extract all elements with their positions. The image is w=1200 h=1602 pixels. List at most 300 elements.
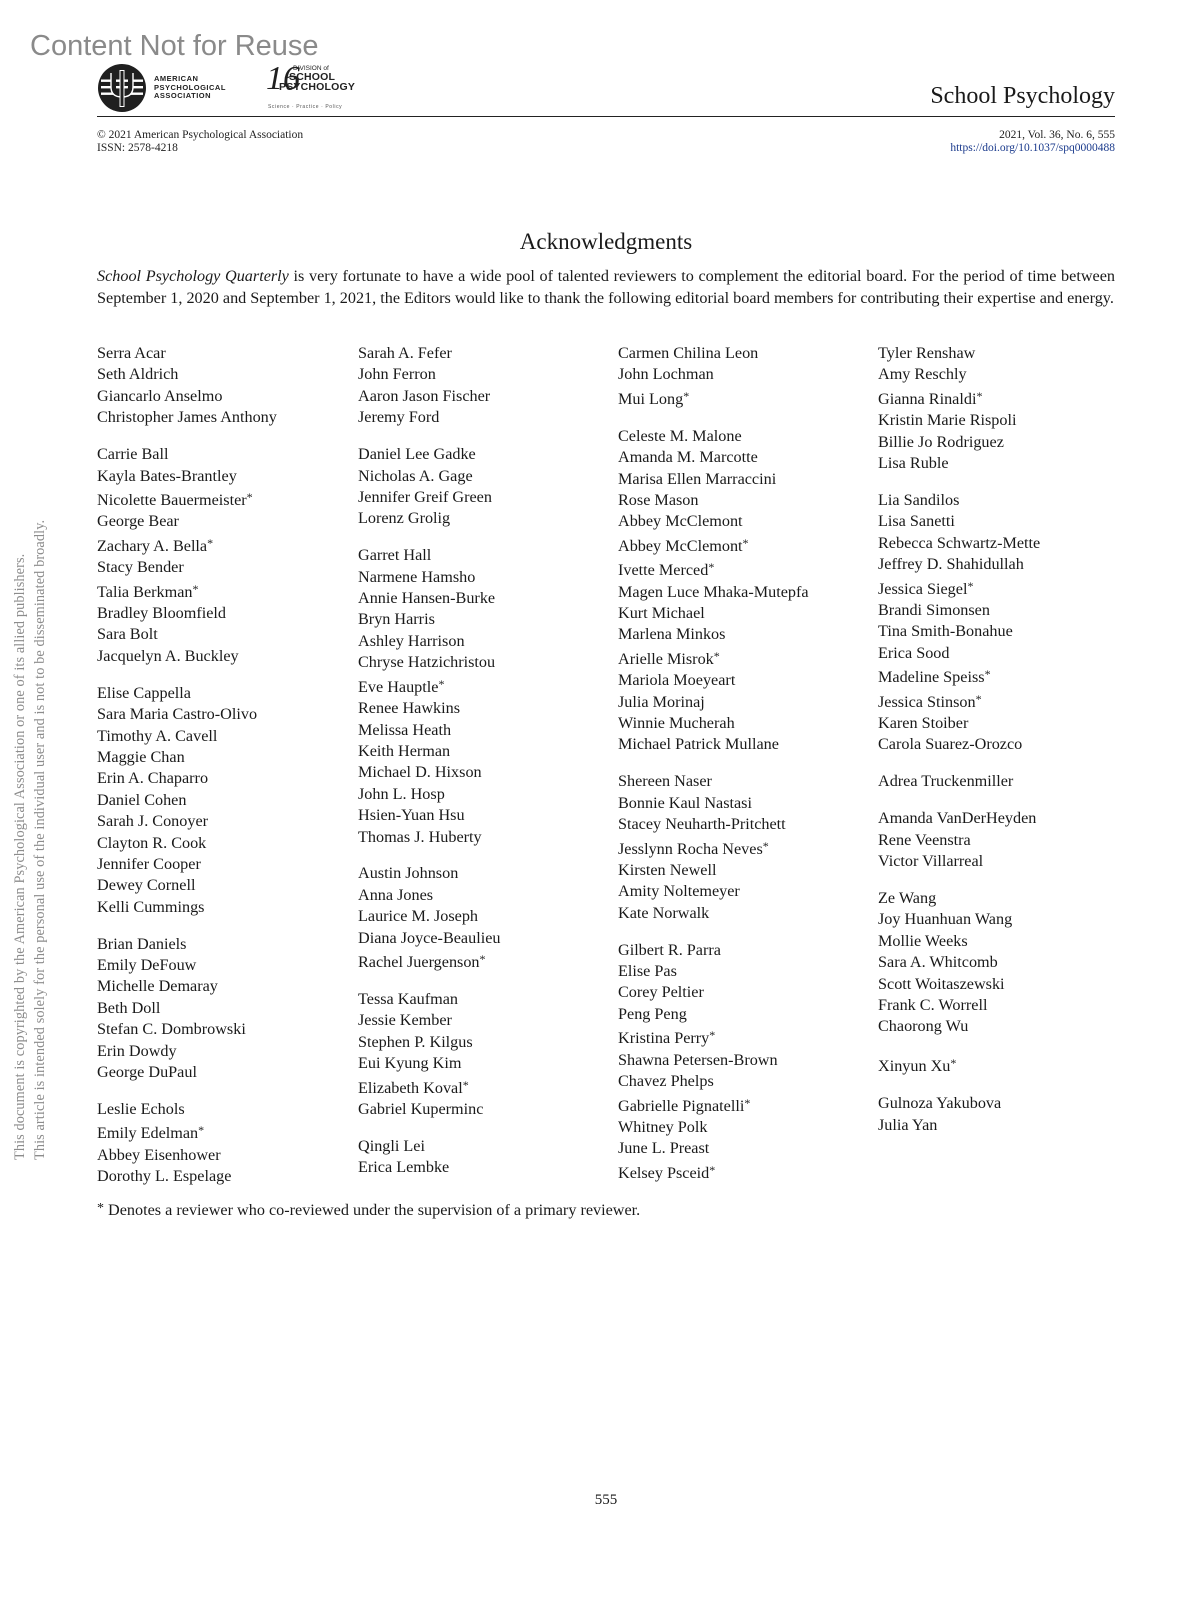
- reviewer-name: [358, 698, 608, 719]
- reviewer-name: [878, 808, 1064, 829]
- division-logo-text: [279, 64, 355, 92]
- reviewer-name: [358, 508, 608, 529]
- reviewer-name-text: Chryse Hatzichristou: [358, 653, 496, 672]
- reviewer-name: [878, 600, 1128, 621]
- division-logo-line2: SCHOOL: [289, 71, 336, 84]
- publication-meta-right: [950, 129, 1115, 155]
- reviewer-name-text: Keith Herman: [358, 741, 451, 760]
- apa-logo-line: PSYCHOLOGICAL: [154, 82, 226, 92]
- reviewer-name: [358, 805, 608, 826]
- reviewer-name: [97, 833, 347, 854]
- reviewer-name: [878, 1115, 1128, 1136]
- reviewer-name: [97, 646, 347, 667]
- reviewer-name-text: Kelsey Psceid: [618, 1163, 710, 1182]
- reviewer-name: [878, 511, 1128, 532]
- content-watermark: Content Not for Reuse: [30, 30, 319, 62]
- reviewer-name-text: Lisa Ruble: [878, 454, 949, 473]
- reviewer-name: [358, 364, 608, 385]
- reviewer-name-text: Elizabeth Koval: [358, 1078, 463, 1097]
- reviewer-name: [618, 646, 868, 670]
- reviewer-name-text: Michael D. Hixson: [358, 763, 482, 782]
- reviewer-name: [358, 407, 608, 428]
- co-reviewer-star: *: [742, 535, 749, 550]
- intro-text: is very fortunate to have a wide pool of talented reviewers to complement the editorial board. For the period of time between September 1, 2020 and September 1, 2021, the Editors would like to thank the following editorial board members for contributing their expertise and energy.: [97, 267, 1115, 307]
- reviewer-name: [618, 793, 868, 814]
- reviewer-name: [618, 734, 868, 755]
- reviewer-name-text: Jacquelyn A. Buckley: [97, 646, 239, 665]
- reviewer-group: [97, 1099, 347, 1188]
- reviewer-name: [97, 934, 347, 955]
- reviewer-name: [358, 609, 608, 630]
- reviewer-name: [358, 652, 608, 673]
- reviewer-name-text: Kristina Perry: [618, 1029, 710, 1048]
- reviewer-name: [878, 621, 1128, 642]
- footnote-text: Denotes a reviewer who co-reviewed under the supervision of a primary reviewer.: [104, 1201, 641, 1219]
- reviewer-name-text: Sarah A. Fefer: [358, 344, 452, 362]
- reviewer-name: [358, 989, 608, 1010]
- co-reviewer-star: *: [479, 952, 486, 967]
- reviewer-name: [97, 364, 347, 385]
- reviewer-name-text: Stephen P. Kilgus: [358, 1032, 473, 1051]
- reviewer-name-text: Dewey Cornell: [97, 876, 196, 895]
- reviewer-group: [878, 1093, 1128, 1136]
- footnote-symbol: *: [97, 1201, 104, 1216]
- reviewer-name-text: Rose Mason: [618, 490, 699, 509]
- reviewer-name: [358, 720, 608, 741]
- reviewer-name: [618, 881, 868, 902]
- reviewer-name-text: Gulnoza Yakubova: [878, 1094, 1002, 1113]
- reviewer-name: [878, 643, 1128, 664]
- reviewer-group: [878, 888, 1128, 1038]
- reviewer-name-text: Austin Johnson: [358, 864, 459, 883]
- reviewer-name: [97, 1099, 347, 1120]
- reviewer-name-text: Jennifer Greif Green: [358, 487, 492, 506]
- division-number: 16: [266, 61, 300, 93]
- reviewer-name: [878, 952, 1128, 973]
- reviewer-name-text: Adrea Truckenmiller: [878, 772, 1014, 791]
- reviewer-name: [618, 1050, 868, 1071]
- reviewer-name-text: Rebecca Schwartz-Mette: [878, 533, 1041, 552]
- co-reviewer-star: *: [709, 1028, 716, 1043]
- reviewer-name: [97, 704, 347, 725]
- side-notice-line-1: This document is copyrighted by the American Psychological Association or one of its allied publishers.: [12, 553, 28, 1160]
- reviewer-name: [878, 533, 1064, 554]
- reviewer-name-text: Lisa Sanetti: [878, 512, 955, 531]
- reviewer-name: [618, 1138, 868, 1159]
- reviewer-name-text: Seth Aldrich: [97, 365, 179, 384]
- reviewer-name: [358, 906, 608, 927]
- reviewer-name: [97, 386, 347, 407]
- reviewer-name-text: Lia Sandilos: [878, 490, 960, 509]
- reviewer-name: [97, 875, 347, 896]
- reviewer-name-text: Mariola Moeyeart: [618, 671, 736, 690]
- reviewer-name-text: Kayla Bates-Brantley: [97, 466, 237, 485]
- reviewer-name-text: Mui Long: [618, 389, 684, 408]
- co-reviewer-star: *: [246, 489, 253, 504]
- co-reviewer-star: *: [683, 388, 690, 403]
- reviewer-name-text: Stacy Bender: [97, 558, 184, 577]
- reviewer-name: [618, 533, 868, 557]
- reviewer-name: [618, 836, 868, 860]
- reviewer-name-text: Clayton R. Cook: [97, 833, 207, 852]
- reviewer-name-text: Chaorong Wu: [878, 1017, 969, 1036]
- reviewer-name: [878, 386, 1128, 410]
- reviewer-name-text: Erin A. Chaparro: [97, 769, 209, 788]
- reviewer-name-text: Maggie Chan: [97, 747, 185, 766]
- reviewer-name: [97, 533, 347, 557]
- reviewer-name: [618, 364, 868, 385]
- reviewer-group: [618, 343, 868, 410]
- reviewer-name: [878, 410, 1128, 431]
- reviewer-name: [358, 784, 608, 805]
- reviewer-group: [358, 545, 608, 848]
- reviewer-name: [358, 631, 608, 652]
- reviewer-name-text: Amy Reschly: [878, 365, 967, 384]
- reviewer-name-text: Tessa Kaufman: [358, 989, 459, 1008]
- reviewer-name: [618, 771, 868, 792]
- reviewer-group: [878, 1053, 1128, 1077]
- reviewer-group: [358, 343, 608, 429]
- reviewer-name: [358, 1136, 608, 1157]
- reviewer-name: [358, 885, 608, 906]
- reviewer-name: [618, 447, 868, 468]
- reviewer-name-text: Julia Morinaj: [618, 692, 705, 711]
- copyright-line: © 2021 American Psychological Association: [97, 129, 304, 141]
- reviewer-name: [97, 1120, 347, 1144]
- reviewer-group: [618, 940, 868, 1184]
- reviewer-name-text: Gianna Rinaldi: [878, 389, 977, 408]
- reviewer-name-text: Hsien-Yuan Hsu: [358, 806, 465, 825]
- reviewer-name-text: John Lochman: [618, 365, 714, 384]
- reviewer-name: [618, 603, 868, 624]
- reviewer-name: [97, 1019, 347, 1040]
- reviewer-group: [878, 343, 1128, 474]
- reviewer-group: [618, 426, 868, 756]
- reviewer-name: [358, 1075, 608, 1099]
- reviewer-name: [97, 768, 347, 789]
- reviewer-name: [97, 487, 347, 511]
- journal-title: School Psychology: [930, 83, 1115, 109]
- reviewer-name-text: Erica Lembke: [358, 1158, 450, 1177]
- reviewer-name: [618, 1071, 868, 1092]
- reviewer-name: [97, 854, 347, 875]
- reviewer-name: [97, 511, 347, 532]
- reviewer-group: [878, 771, 1128, 792]
- reviewer-name-text: Ashley Harrison: [358, 631, 465, 650]
- reviewer-name-text: Gabriel Kuperminc: [358, 1100, 484, 1118]
- reviewer-name-text: Madeline Speiss: [878, 668, 985, 687]
- footnote: [97, 1201, 640, 1220]
- co-reviewer-star: *: [462, 1077, 469, 1092]
- reviewer-name: [618, 343, 868, 364]
- reviewer-name-text: Michael Patrick Mullane: [618, 735, 779, 754]
- reviewer-name: [878, 364, 1128, 385]
- reviewer-name-text: Shereen Naser: [618, 772, 712, 791]
- reviewer-name: [618, 903, 868, 924]
- reviewer-name: [878, 576, 1128, 600]
- reviewer-name-text: Gilbert R. Parra: [618, 940, 721, 959]
- reviewer-name: [358, 928, 608, 949]
- reviewer-name-text: Stacey Neuharth-Pritchett: [618, 815, 786, 834]
- division-logo-line3: PSYCHOLOGY: [279, 80, 356, 93]
- reviewer-name-text: John Ferron: [358, 365, 436, 384]
- reviewer-name: [358, 466, 608, 487]
- reviewer-group: [97, 934, 347, 1084]
- reviewer-name: [97, 790, 347, 811]
- reviewer-name: [97, 976, 347, 997]
- reviewer-group: [97, 683, 347, 918]
- reviewer-column-2: [358, 343, 608, 1194]
- reviewer-name-text: Amity Noltemeyer: [618, 882, 740, 901]
- reviewer-name: [878, 734, 1128, 755]
- reviewer-name: [878, 851, 1128, 872]
- apa-logo: [97, 63, 262, 113]
- reviewer-name-text: Abbey Eisenhower: [97, 1145, 221, 1164]
- apa-logo-text: [154, 75, 226, 101]
- co-reviewer-star: *: [984, 667, 991, 682]
- reviewer-name: [358, 1053, 608, 1074]
- reviewer-name-text: Peng Peng: [618, 1004, 687, 1023]
- reviewer-name-text: Talia Berkman: [97, 582, 193, 601]
- reviewer-name-text: Narmene Hamsho: [358, 567, 476, 586]
- reviewer-name-text: Gabrielle Pignatelli: [618, 1096, 745, 1115]
- reviewer-name: [358, 1157, 608, 1178]
- reviewer-name-text: Amanda M. Marcotte: [618, 448, 758, 467]
- reviewer-name: [618, 692, 868, 713]
- co-reviewer-star: *: [950, 1056, 957, 1071]
- reviewer-name-text: Brandi Simonsen: [878, 600, 990, 619]
- reviewer-name-text: Stefan C. Dombrowski: [97, 1020, 246, 1039]
- reviewer-name: [97, 407, 347, 428]
- reviewer-name-text: Jesslynn Rocha Neves: [618, 839, 763, 858]
- co-reviewer-star: *: [708, 560, 715, 575]
- reviewer-name-text: Rene Veenstra: [878, 830, 971, 849]
- reviewer-name-text: Sara Bolt: [97, 625, 158, 644]
- doi-link[interactable]: https://doi.org/10.1037/spq0000488: [950, 142, 1115, 154]
- reviewer-name-text: Aaron Jason Fischer: [358, 386, 491, 405]
- reviewer-name-text: Jeffrey D. Shahidullah: [878, 555, 1024, 574]
- reviewer-name-text: Beth Doll: [97, 998, 161, 1017]
- reviewer-name-text: Bradley Bloomfield: [97, 603, 227, 622]
- reviewer-name: [358, 343, 608, 364]
- reviewer-name: [618, 982, 868, 1003]
- reviewer-name: [97, 1041, 347, 1062]
- reviewer-name: [878, 343, 1128, 364]
- reviewer-name-text: Sara A. Whitcomb: [878, 953, 998, 972]
- reviewer-name-text: Scott Woitaszewski: [878, 974, 1005, 993]
- division-tagline: Science · Practice · Policy: [268, 104, 343, 110]
- reviewer-name-text: Ivette Merced: [618, 561, 709, 580]
- reviewer-name: [618, 557, 868, 581]
- reviewer-name: [618, 426, 868, 447]
- reviewer-name: [358, 444, 608, 465]
- reviewer-name: [878, 453, 1128, 474]
- reviewer-name-text: Jeremy Ford: [358, 408, 440, 427]
- reviewer-name: [618, 670, 868, 691]
- reviewer-name: [618, 1004, 868, 1025]
- apa-logo-line: AMERICAN: [154, 74, 199, 83]
- reviewer-name-text: Nicholas A. Gage: [358, 466, 473, 485]
- reviewer-name-text: Qingli Lei: [358, 1136, 425, 1155]
- reviewer-name: [878, 888, 1128, 909]
- reviewer-name-text: Daniel Lee Gadke: [358, 445, 476, 464]
- reviewer-name: [618, 624, 868, 645]
- issn-line: ISSN: 2578-4218: [97, 142, 178, 154]
- header-divider: [97, 116, 1115, 117]
- reviewer-name-text: Rachel Juergenson: [358, 953, 480, 972]
- reviewer-name-text: Carmen Chilina Leon: [618, 344, 759, 362]
- reviewer-name: [618, 490, 868, 511]
- reviewer-name-text: Chavez Phelps: [618, 1072, 714, 1091]
- reviewer-name-text: Serra Acar: [97, 344, 166, 362]
- reviewer-name: [878, 771, 1128, 792]
- reviewer-name-text: Emily DeFouw: [97, 956, 197, 975]
- reviewer-name: [358, 762, 608, 783]
- reviewer-name-text: Tyler Renshaw: [878, 344, 976, 362]
- reviewer-name: [358, 386, 608, 407]
- reviewer-name: [358, 949, 608, 973]
- reviewer-group: [97, 444, 347, 667]
- reviewer-name-text: Corey Peltier: [618, 983, 704, 1002]
- co-reviewer-star: *: [192, 581, 199, 596]
- reviewer-name-text: Marisa Ellen Marraccini: [618, 469, 777, 488]
- reviewer-name: [358, 487, 608, 508]
- reviewer-name: [878, 995, 1128, 1016]
- reviewer-name: [97, 683, 347, 704]
- reviewer-name: [618, 1117, 868, 1138]
- intro-journal-name: School Psychology Quarterly: [97, 267, 289, 285]
- reviewer-name: [97, 444, 347, 465]
- reviewer-name-text: Giancarlo Anselmo: [97, 386, 223, 405]
- co-reviewer-star: *: [967, 578, 974, 593]
- reviewer-name-text: Kirsten Newell: [618, 860, 717, 879]
- reviewer-name-text: Jessica Stinson: [878, 692, 976, 711]
- reviewer-name: [618, 1093, 868, 1117]
- reviewer-group: [358, 1136, 608, 1179]
- reviewer-name: [618, 469, 868, 490]
- reviewer-name-text: Shawna Petersen-Brown: [618, 1050, 778, 1069]
- reviewer-name-text: Daniel Cohen: [97, 790, 187, 809]
- reviewer-name: [618, 1160, 868, 1184]
- reviewer-name-text: George DuPaul: [97, 1063, 197, 1082]
- co-reviewer-star: *: [713, 648, 720, 663]
- reviewer-name: [618, 386, 868, 410]
- apa-logo-line: ASSOCIATION: [154, 91, 212, 100]
- reviewer-name-text: Marlena Minkos: [618, 625, 726, 644]
- reviewer-name-text: Bryn Harris: [358, 610, 435, 629]
- reviewer-name: [618, 940, 868, 961]
- co-reviewer-star: *: [198, 1123, 205, 1138]
- reviewer-name-text: Carola Suarez-Orozco: [878, 735, 1023, 754]
- reviewer-name-text: Carrie Ball: [97, 445, 169, 464]
- reviewer-name-text: Kate Norwalk: [618, 903, 710, 922]
- publication-meta-left: [97, 129, 303, 155]
- reviewer-name: [878, 830, 1128, 851]
- reviewer-name: [358, 863, 608, 884]
- reviewer-name: [358, 741, 608, 762]
- reviewer-name-text: Abbey McClemont: [618, 536, 743, 555]
- reviewer-name-text: Xinyun Xu: [878, 1057, 951, 1076]
- reviewer-name: [97, 955, 347, 976]
- reviewer-name-text: Timothy A. Cavell: [97, 726, 218, 745]
- reviewer-group: [358, 863, 608, 973]
- reviewer-name: [878, 909, 1128, 930]
- reviewer-name-text: Melissa Heath: [358, 720, 452, 739]
- reviewer-name: [618, 860, 868, 881]
- reviewer-name-text: George Bear: [97, 512, 179, 531]
- reviewer-name-text: Kurt Michael: [618, 603, 705, 622]
- co-reviewer-star: *: [975, 691, 982, 706]
- page-number: 555: [594, 1492, 618, 1508]
- reviewer-name: [878, 713, 1128, 734]
- citation-line: 2021, Vol. 36, No. 6, 555: [999, 129, 1115, 141]
- reviewer-name-text: Jessica Siegel: [878, 579, 968, 598]
- reviewer-column-4: [878, 343, 1128, 1152]
- intro-paragraph: [97, 265, 1115, 309]
- reviewer-name-text: Annie Hansen-Burke: [358, 589, 496, 608]
- reviewer-name-text: Erica Sood: [878, 643, 950, 662]
- reviewer-name: [97, 1166, 347, 1187]
- reviewer-name: [97, 1145, 347, 1166]
- reviewer-name-text: Renee Hawkins: [358, 699, 461, 718]
- reviewer-name: [358, 1032, 608, 1053]
- reviewer-name: [97, 998, 347, 1019]
- co-reviewer-star: *: [762, 838, 769, 853]
- reviewer-name: [618, 1025, 868, 1049]
- division-logo-line1: DIVISION of: [293, 65, 329, 72]
- reviewer-name-text: Winnie Mucherah: [618, 714, 735, 732]
- reviewer-name-text: Billie Jo Rodriguez: [878, 432, 1004, 451]
- reviewer-name: [878, 664, 1128, 688]
- reviewer-name: [97, 624, 347, 645]
- reviewer-name-text: Erin Dowdy: [97, 1041, 177, 1060]
- reviewer-name-text: Garret Hall: [358, 546, 432, 565]
- reviewer-name-text: Arielle Misrok: [618, 649, 714, 668]
- reviewer-name: [97, 579, 347, 603]
- reviewer-column-1: [97, 343, 347, 1203]
- reviewer-name: [358, 567, 608, 588]
- reviewer-name: [97, 557, 347, 578]
- reviewer-name-text: Dorothy L. Espelage: [97, 1167, 232, 1186]
- reviewer-name-text: June L. Preast: [618, 1139, 710, 1158]
- reviewer-name: [97, 897, 347, 918]
- reviewer-name-text: Kelli Cummings: [97, 897, 205, 916]
- reviewer-name-text: Lorenz Grolig: [358, 509, 451, 528]
- reviewer-name-text: Sara Maria Castro-Olivo: [97, 705, 258, 724]
- section-title: Acknowledgments: [519, 229, 693, 254]
- reviewer-name-text: Michelle Demaray: [97, 977, 218, 996]
- reviewer-name-text: Joy Huanhuan Wang: [878, 910, 1013, 929]
- reviewer-group: [618, 771, 868, 924]
- reviewer-name-text: Nicolette Bauermeister: [97, 490, 247, 509]
- reviewer-name: [358, 1010, 608, 1031]
- reviewer-column-3: [618, 343, 868, 1200]
- reviewer-name-text: Elise Pas: [618, 962, 677, 981]
- reviewer-name: [97, 811, 347, 832]
- reviewer-name-text: Eui Kyung Kim: [358, 1054, 462, 1073]
- reviewer-name: [97, 747, 347, 768]
- reviewer-name: [618, 961, 868, 982]
- reviewer-name-text: Celeste M. Malone: [618, 426, 742, 445]
- reviewer-name: [97, 466, 347, 487]
- reviewer-name-text: Elise Cappella: [97, 683, 191, 702]
- reviewer-name: [358, 588, 608, 609]
- reviewer-group: [358, 444, 608, 530]
- reviewer-name: [878, 1016, 1128, 1037]
- reviewer-name: [878, 554, 1128, 575]
- reviewer-name-text: Brian Daniels: [97, 934, 187, 953]
- reviewer-name: [618, 814, 868, 835]
